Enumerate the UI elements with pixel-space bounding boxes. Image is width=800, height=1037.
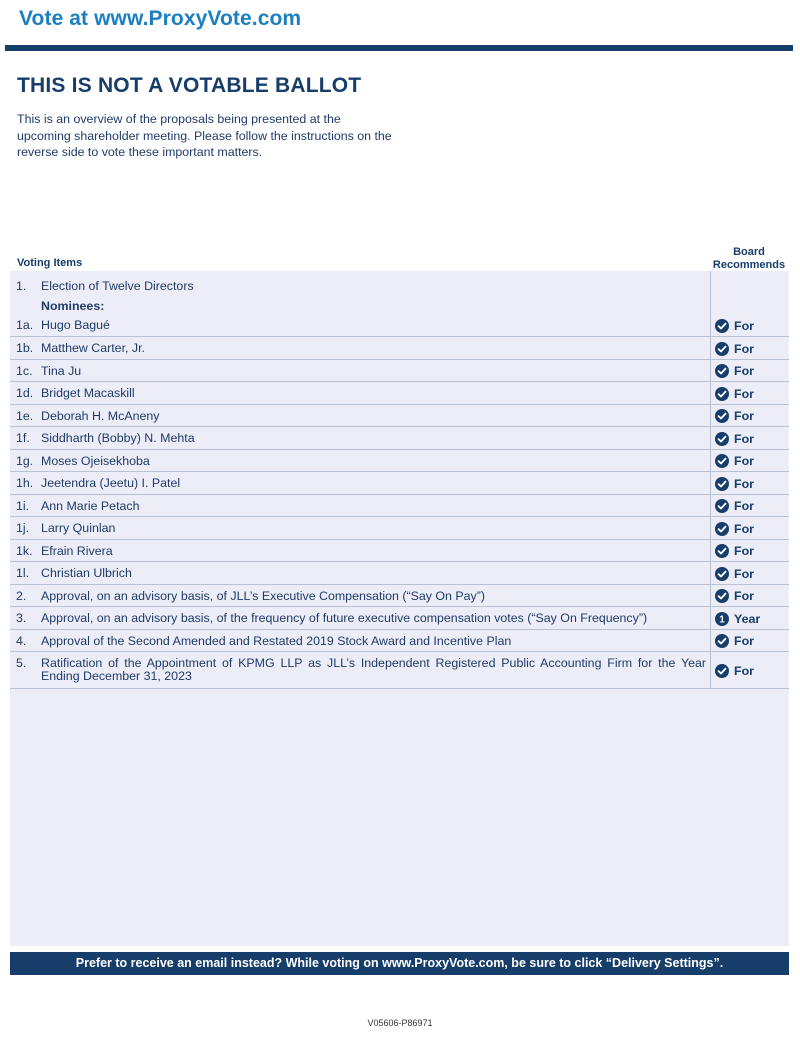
recommendation-value: For: [734, 544, 754, 558]
item-number: 3.: [16, 611, 27, 625]
table-row: [10, 382, 789, 405]
recommendation-value: For: [734, 364, 754, 378]
recommendation-cell: [710, 495, 789, 517]
check-circle-icon: [715, 364, 729, 378]
table-row: [10, 271, 789, 337]
board-label-line2: Recommends: [712, 258, 786, 271]
item-text: Approval, on an advisory basis, of JLL’s Executive Compensation (“Say On Pay”): [41, 588, 485, 603]
item-text: Hugo Bagué: [41, 318, 110, 332]
item-text: Moses Ojeisekhoba: [41, 453, 150, 468]
table-row: [10, 472, 789, 495]
item-number: 1g.: [16, 453, 34, 468]
table-row: [10, 562, 789, 585]
table-row: [10, 585, 789, 608]
item-text: Efrain Rivera: [41, 543, 113, 558]
board-label-line1: Board: [733, 246, 765, 258]
recommendation-cell: [710, 472, 789, 494]
item-text: Ann Marie Petach: [41, 498, 140, 513]
item-text: Siddharth (Bobby) N. Mehta: [41, 431, 195, 445]
recommendation-cell: [710, 360, 789, 382]
check-circle-icon: [715, 664, 729, 678]
recommendation-value: For: [734, 454, 754, 468]
item-number: 4.: [16, 633, 27, 648]
item-text: Christian Ulbrich: [41, 566, 132, 580]
table-row: [10, 450, 789, 473]
svg-text:1: 1: [719, 614, 725, 626]
recommendation-value: For: [734, 499, 754, 513]
item-number: 2.: [16, 588, 27, 603]
recommendation-value: For: [734, 409, 754, 423]
recommendation-value: Year: [734, 611, 761, 626]
item-text: Deborah H. McAneny: [41, 408, 160, 423]
item-number: 1a.: [16, 318, 34, 332]
table-row: [10, 405, 789, 428]
recommendation-cell: [710, 427, 789, 449]
check-circle-icon: [715, 567, 729, 581]
item-number: 1j.: [16, 521, 30, 535]
recommendation-cell: [710, 271, 789, 336]
item-text: Election of Twelve Directors: [41, 279, 194, 293]
table-row: [10, 652, 789, 689]
recommendation-value: For: [734, 634, 754, 648]
item-number: 1l.: [16, 566, 30, 580]
number-one-icon: [715, 612, 729, 626]
recommendation-cell: [710, 450, 789, 472]
table-row: [10, 427, 789, 450]
item-number: 1k.: [16, 543, 33, 558]
board-recommends-heading: [708, 246, 790, 271]
item-text: Jeetendra (Jeetu) I. Patel: [41, 476, 181, 490]
check-circle-icon: [715, 544, 729, 558]
table-row: [10, 337, 789, 360]
recommendation-cell: [710, 517, 789, 539]
email-delivery-banner: Prefer to receive an email instead? While voting on www.ProxyVote.com, be sure to click “Delivery Settings”.: [10, 952, 789, 975]
recommendation-value: For: [734, 521, 754, 536]
voting-items-heading: Voting Items: [17, 257, 83, 269]
recommendation-cell: [710, 337, 789, 359]
recommendation-cell: [710, 540, 789, 562]
page-headline: THIS IS NOT A VOTABLE BALLOT: [17, 74, 362, 97]
recommendation-cell: [710, 652, 789, 688]
item-number: 1c.: [16, 363, 33, 378]
item-text: Matthew Carter, Jr.: [41, 341, 145, 355]
item-number: 1d.: [16, 386, 34, 400]
item-number: 5.: [16, 656, 27, 670]
item-text: Approval, on an advisory basis, of the frequency of future executive compensation votes (“Say On Frequency”): [41, 611, 648, 625]
item-text: Larry Quinlan: [41, 521, 116, 535]
recommendation-value: For: [734, 386, 754, 401]
check-circle-icon: [715, 589, 729, 603]
table-row: [10, 495, 789, 518]
voting-items-table: [10, 271, 789, 689]
check-circle-icon: [715, 634, 729, 648]
check-circle-icon: [715, 522, 729, 536]
recommendation-cell: [710, 607, 789, 629]
recommendation-cell: [710, 382, 789, 404]
check-circle-icon: [715, 387, 729, 401]
check-circle-icon: [715, 432, 729, 446]
recommendation-value: For: [734, 589, 754, 603]
nominees-label: Nominees:: [41, 299, 105, 313]
recommendation-cell: [710, 585, 789, 607]
table-row: [10, 630, 789, 653]
item-text: Bridget Macaskill: [41, 386, 135, 400]
intro-text: This is an overview of the proposals being presented at the upcoming shareholder meeting. Please follow the instructions on the reverse side to vote these important matters.: [17, 112, 392, 159]
item-text: Ratification of the Appointment of KPMG LLP as JLL’s Independent Registered Public Accounting Firm for the Year Ending December 31, 2023: [41, 656, 706, 683]
recommendation-value: For: [734, 476, 754, 491]
item-number: 1b.: [16, 341, 34, 355]
check-circle-icon: [715, 319, 729, 333]
item-number: 1f.: [16, 431, 30, 445]
check-circle-icon: [715, 499, 729, 513]
recommendation-value: For: [734, 319, 754, 333]
table-row: [10, 540, 789, 563]
check-circle-icon: [715, 342, 729, 356]
item-text: Approval of the Second Amended and Restated 2019 Stock Award and Incentive Plan: [41, 633, 512, 648]
table-row: [10, 360, 789, 383]
recommendation-cell: [710, 630, 789, 652]
proxyvote-title: Vote at www.ProxyVote.com: [19, 7, 302, 30]
recommendation-cell: [710, 562, 789, 584]
table-row: [10, 517, 789, 540]
header-rule: [5, 45, 793, 51]
item-number: 1.: [16, 279, 27, 293]
recommendation-value: For: [734, 431, 754, 446]
document-id: V05606-P86971: [367, 1018, 433, 1028]
check-circle-icon: [715, 477, 729, 491]
item-text: Tina Ju: [41, 363, 82, 378]
recommendation-value: For: [734, 566, 754, 581]
recommendation-cell: [710, 405, 789, 427]
recommendation-value: For: [734, 341, 754, 356]
item-number: 1i.: [16, 498, 30, 513]
recommendation-value: For: [734, 664, 754, 678]
check-circle-icon: [715, 454, 729, 468]
table-row: [10, 607, 789, 630]
item-number: 1h.: [16, 476, 34, 490]
item-number: 1e.: [16, 408, 34, 423]
check-circle-icon: [715, 409, 729, 423]
